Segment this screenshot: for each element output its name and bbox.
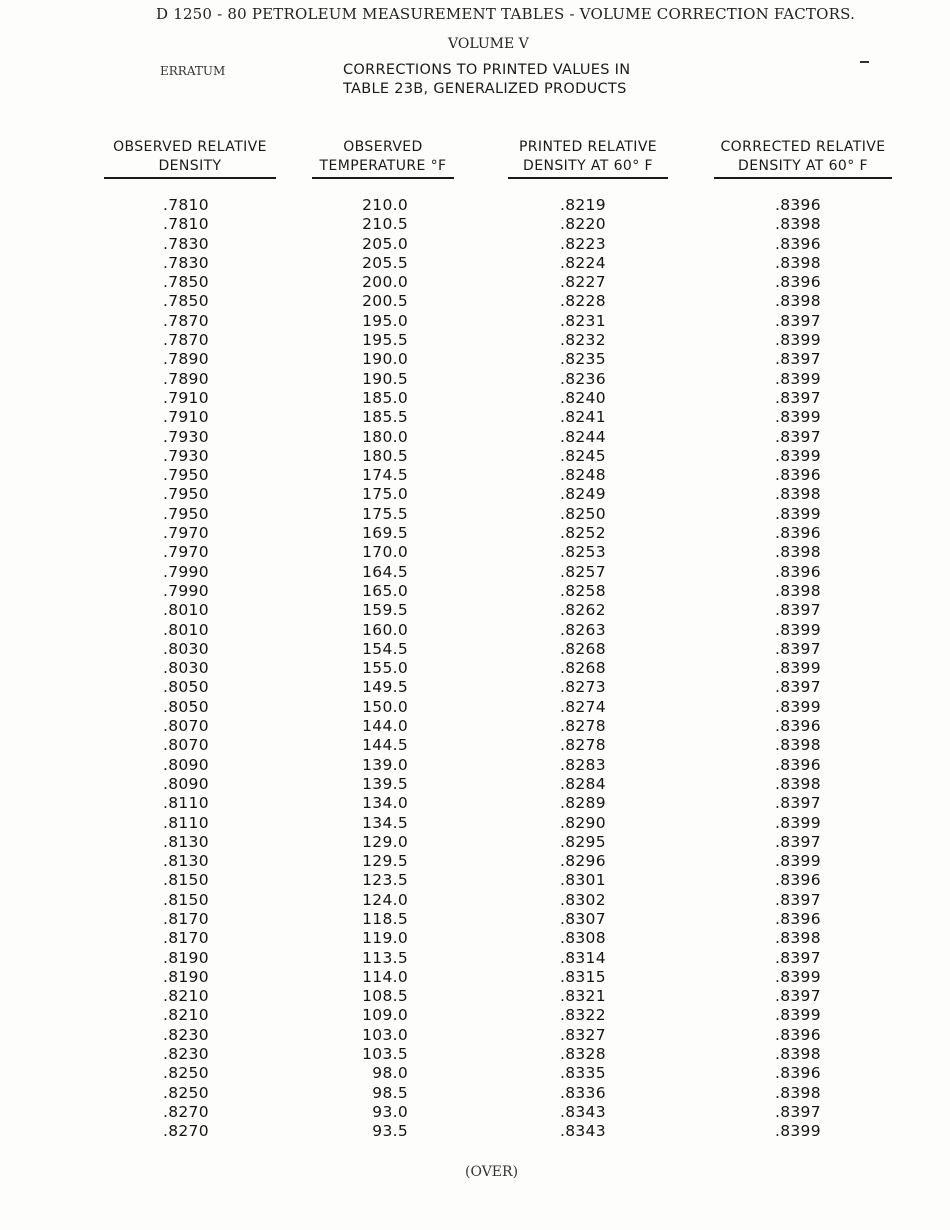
table-cell: .7850: [163, 273, 209, 292]
table-cell: .8315: [560, 967, 606, 986]
table-cell: .8244: [560, 427, 606, 446]
column-header-line: DENSITY AT 60° F: [714, 157, 892, 179]
table-cell: .8396: [775, 755, 821, 774]
table-cell: .8302: [560, 890, 606, 909]
column-header-line: CORRECTED RELATIVE: [720, 139, 886, 155]
table-cell: .8224: [560, 253, 606, 272]
table-cell: 114.0: [362, 967, 408, 986]
table-cell: .8219: [560, 196, 606, 214]
table-cell: 195.0: [362, 311, 408, 330]
table-cell: .8399: [775, 408, 821, 427]
table-cell: .8223: [560, 234, 606, 253]
table-cell: .8398: [775, 774, 821, 793]
table-cell: .8270: [163, 1102, 209, 1121]
column-header-line: DENSITY AT 60° F: [508, 157, 668, 179]
table-cell: .8397: [775, 948, 821, 967]
over-note: (OVER): [465, 1164, 519, 1180]
table-cell: 113.5: [362, 948, 408, 967]
table-cell: 195.5: [362, 331, 408, 350]
column-header-corrected-density: [714, 138, 892, 179]
table-cell: .8250: [163, 1064, 209, 1083]
table-cell: .8399: [775, 369, 821, 388]
table-cell: .8397: [775, 311, 821, 330]
table-cell: .8289: [560, 794, 606, 813]
table-cell: 134.5: [362, 813, 408, 832]
table-cell: .8227: [560, 273, 606, 292]
table-cell: 180.0: [362, 427, 408, 446]
table-cell: 98.0: [372, 1064, 408, 1083]
table-cell: .8328: [560, 1045, 606, 1064]
table-cell: .8327: [560, 1025, 606, 1044]
table-cell: .8273: [560, 678, 606, 697]
table-cell: .8210: [163, 1006, 209, 1025]
table-cell: .8249: [560, 485, 606, 504]
table-cell: .7890: [163, 369, 209, 388]
table-cell: .8399: [775, 659, 821, 678]
table-cell: .8228: [560, 292, 606, 311]
table-cell: 118.5: [362, 909, 408, 928]
table-cell: 144.0: [362, 717, 408, 736]
observed-temperature-column: [338, 196, 408, 1142]
table-cell: 93.0: [372, 1102, 408, 1121]
table-cell: .8397: [775, 987, 821, 1006]
printed-density-column: [560, 196, 630, 1142]
table-cell: .8398: [775, 736, 821, 755]
table-cell: .7910: [163, 388, 209, 407]
table-cell: .8284: [560, 774, 606, 793]
table-cell: .8399: [775, 852, 821, 871]
subtitle: [343, 61, 630, 99]
table-cell: .7950: [163, 466, 209, 485]
table-cell: .8050: [163, 697, 209, 716]
table-cell: .8399: [775, 504, 821, 523]
table-cell: .8335: [560, 1064, 606, 1083]
subtitle-line-2: TABLE 23B, GENERALIZED PRODUCTS: [343, 81, 627, 97]
table-cell: 200.0: [362, 273, 408, 292]
column-header-line: OBSERVED RELATIVE: [113, 139, 267, 155]
table-cell: .8258: [560, 581, 606, 600]
table-cell: 190.5: [362, 369, 408, 388]
table-cell: 210.5: [362, 215, 408, 234]
table-cell: .8250: [560, 504, 606, 523]
table-cell: .7950: [163, 485, 209, 504]
table-cell: .8398: [775, 1083, 821, 1102]
table-cell: .8398: [775, 215, 821, 234]
column-header-printed-density: [508, 138, 668, 179]
table-cell: 103.5: [362, 1045, 408, 1064]
table-cell: .8230: [163, 1045, 209, 1064]
column-header-line: DENSITY: [104, 157, 276, 179]
table-cell: .8396: [775, 1025, 821, 1044]
table-cell: .7930: [163, 427, 209, 446]
table-cell: .7810: [163, 196, 209, 214]
table-cell: .7970: [163, 543, 209, 562]
table-cell: 175.5: [362, 504, 408, 523]
table-cell: .7930: [163, 446, 209, 465]
table-cell: 159.5: [362, 601, 408, 620]
table-cell: .8398: [775, 292, 821, 311]
table-cell: .8397: [775, 350, 821, 369]
table-cell: .8396: [775, 234, 821, 253]
table-cell: .7870: [163, 311, 209, 330]
table-cell: .8278: [560, 736, 606, 755]
table-cell: 164.5: [362, 562, 408, 581]
table-cell: .8308: [560, 929, 606, 948]
erratum-label: ERRATUM: [160, 64, 226, 78]
table-cell: .8397: [775, 1102, 821, 1121]
table-cell: .8397: [775, 427, 821, 446]
table-cell: .8130: [163, 852, 209, 871]
table-cell: .8235: [560, 350, 606, 369]
table-cell: 170.0: [362, 543, 408, 562]
table-cell: .8245: [560, 446, 606, 465]
table-cell: .8278: [560, 717, 606, 736]
volume-label: VOLUME V: [448, 36, 529, 52]
table-cell: 124.0: [362, 890, 408, 909]
table-cell: .8336: [560, 1083, 606, 1102]
table-cell: .8170: [163, 909, 209, 928]
table-cell: .8110: [163, 794, 209, 813]
table-cell: .8240: [560, 388, 606, 407]
table-cell: .8070: [163, 736, 209, 755]
table-cell: 210.0: [362, 196, 408, 214]
table-cell: .8232: [560, 331, 606, 350]
table-cell: .8070: [163, 717, 209, 736]
table-cell: .8322: [560, 1006, 606, 1025]
table-cell: 155.0: [362, 659, 408, 678]
table-cell: 149.5: [362, 678, 408, 697]
table-cell: .8398: [775, 929, 821, 948]
table-cell: .7950: [163, 504, 209, 523]
table-cell: .7890: [163, 350, 209, 369]
table-cell: .8190: [163, 967, 209, 986]
table-cell: 144.5: [362, 736, 408, 755]
column-header-observed-temperature: [312, 138, 454, 179]
subtitle-line-1: CORRECTIONS TO PRINTED VALUES IN: [343, 62, 631, 78]
table-cell: .8220: [560, 215, 606, 234]
table-cell: .8399: [775, 331, 821, 350]
table-cell: .8396: [775, 466, 821, 485]
table-cell: .8170: [163, 929, 209, 948]
table-cell: .8090: [163, 774, 209, 793]
table-cell: 175.0: [362, 485, 408, 504]
table-cell: .8230: [163, 1025, 209, 1044]
column-header-line: TEMPERATURE °F: [312, 157, 454, 179]
table-cell: 109.0: [362, 1006, 408, 1025]
table-cell: .8397: [775, 832, 821, 851]
table-cell: .8274: [560, 697, 606, 716]
table-cell: .8398: [775, 1045, 821, 1064]
table-cell: .8257: [560, 562, 606, 581]
table-cell: .8130: [163, 832, 209, 851]
column-header-line: OBSERVED: [343, 139, 423, 155]
table-cell: .8398: [775, 543, 821, 562]
table-cell: .8050: [163, 678, 209, 697]
table-cell: .8150: [163, 890, 209, 909]
table-cell: 185.5: [362, 408, 408, 427]
table-cell: .8290: [560, 813, 606, 832]
table-cell: .8253: [560, 543, 606, 562]
table-cell: .8301: [560, 871, 606, 890]
observed-density-column: [163, 196, 233, 1142]
table-cell: .8252: [560, 524, 606, 543]
table-cell: .8314: [560, 948, 606, 967]
table-cell: .8396: [775, 871, 821, 890]
table-cell: 134.0: [362, 794, 408, 813]
table-cell: .8030: [163, 659, 209, 678]
table-cell: .8399: [775, 697, 821, 716]
table-cell: .8399: [775, 967, 821, 986]
table-cell: .8396: [775, 196, 821, 214]
table-cell: 205.0: [362, 234, 408, 253]
column-header-line: PRINTED RELATIVE: [518, 139, 658, 155]
table-cell: 139.5: [362, 774, 408, 793]
table-cell: .8263: [560, 620, 606, 639]
table-cell: 129.5: [362, 852, 408, 871]
table-cell: .8270: [163, 1122, 209, 1141]
table-cell: .8398: [775, 485, 821, 504]
table-cell: .8268: [560, 659, 606, 678]
table-cell: .8396: [775, 562, 821, 581]
table-cell: .8399: [775, 446, 821, 465]
table-cell: 150.0: [362, 697, 408, 716]
table-cell: .8090: [163, 755, 209, 774]
table-cell: .8295: [560, 832, 606, 851]
table-cell: .8296: [560, 852, 606, 871]
table-cell: .8397: [775, 890, 821, 909]
table-cell: .8248: [560, 466, 606, 485]
table-cell: .8110: [163, 813, 209, 832]
table-cell: .8241: [560, 408, 606, 427]
table-cell: .7970: [163, 524, 209, 543]
table-cell: .8030: [163, 639, 209, 658]
column-header-observed-density: [104, 138, 276, 179]
corrected-density-column: [775, 196, 845, 1142]
document-title: D 1250 - 80 PETROLEUM MEASUREMENT TABLES - VOLUME CORRECTION FACTORS.: [156, 5, 856, 23]
table-cell: .8307: [560, 909, 606, 928]
table-cell: .8010: [163, 601, 209, 620]
table-cell: 200.5: [362, 292, 408, 311]
table-cell: 205.5: [362, 253, 408, 272]
table-cell: .8321: [560, 987, 606, 1006]
table-cell: .7810: [163, 215, 209, 234]
table-cell: .8399: [775, 1006, 821, 1025]
table-cell: .8397: [775, 388, 821, 407]
table-cell: 123.5: [362, 871, 408, 890]
table-cell: .8396: [775, 717, 821, 736]
table-cell: 190.0: [362, 350, 408, 369]
table-cell: .8396: [775, 909, 821, 928]
table-cell: 119.0: [362, 929, 408, 948]
table-cell: .8231: [560, 311, 606, 330]
table-cell: .8399: [775, 813, 821, 832]
table-cell: .8150: [163, 871, 209, 890]
table-cell: .8396: [775, 273, 821, 292]
table-cell: 174.5: [362, 466, 408, 485]
table-cell: .7870: [163, 331, 209, 350]
table-cell: .7830: [163, 234, 209, 253]
table-cell: 180.5: [362, 446, 408, 465]
table-cell: .8397: [775, 794, 821, 813]
table-cell: 154.5: [362, 639, 408, 658]
table-cell: .8343: [560, 1122, 606, 1141]
table-cell: .8210: [163, 987, 209, 1006]
table-cell: .7850: [163, 292, 209, 311]
table-cell: .7910: [163, 408, 209, 427]
table-cell: .8399: [775, 1122, 821, 1141]
table-cell: .8396: [775, 524, 821, 543]
table-cell: .8283: [560, 755, 606, 774]
table-cell: .8397: [775, 601, 821, 620]
table-cell: .8399: [775, 620, 821, 639]
table-cell: .8010: [163, 620, 209, 639]
table-cell: .7990: [163, 581, 209, 600]
table-cell: .8190: [163, 948, 209, 967]
table-cell: 165.0: [362, 581, 408, 600]
table-cell: .8396: [775, 1064, 821, 1083]
table-cell: .8343: [560, 1102, 606, 1121]
table-cell: 185.0: [362, 388, 408, 407]
table-cell: .8250: [163, 1083, 209, 1102]
table-cell: .7990: [163, 562, 209, 581]
table-cell: .7830: [163, 253, 209, 272]
table-cell: .8268: [560, 639, 606, 658]
table-cell: 93.5: [372, 1122, 408, 1141]
table-cell: .8398: [775, 581, 821, 600]
table-cell: 103.0: [362, 1025, 408, 1044]
table-cell: .8397: [775, 678, 821, 697]
table-cell: 160.0: [362, 620, 408, 639]
table-cell: 108.5: [362, 987, 408, 1006]
table-cell: .8236: [560, 369, 606, 388]
table-cell: 129.0: [362, 832, 408, 851]
table-cell: 139.0: [362, 755, 408, 774]
stray-mark: [860, 61, 869, 63]
table-cell: .8398: [775, 253, 821, 272]
table-cell: 169.5: [362, 524, 408, 543]
table-cell: 98.5: [372, 1083, 408, 1102]
table-cell: .8262: [560, 601, 606, 620]
table-cell: .8397: [775, 639, 821, 658]
